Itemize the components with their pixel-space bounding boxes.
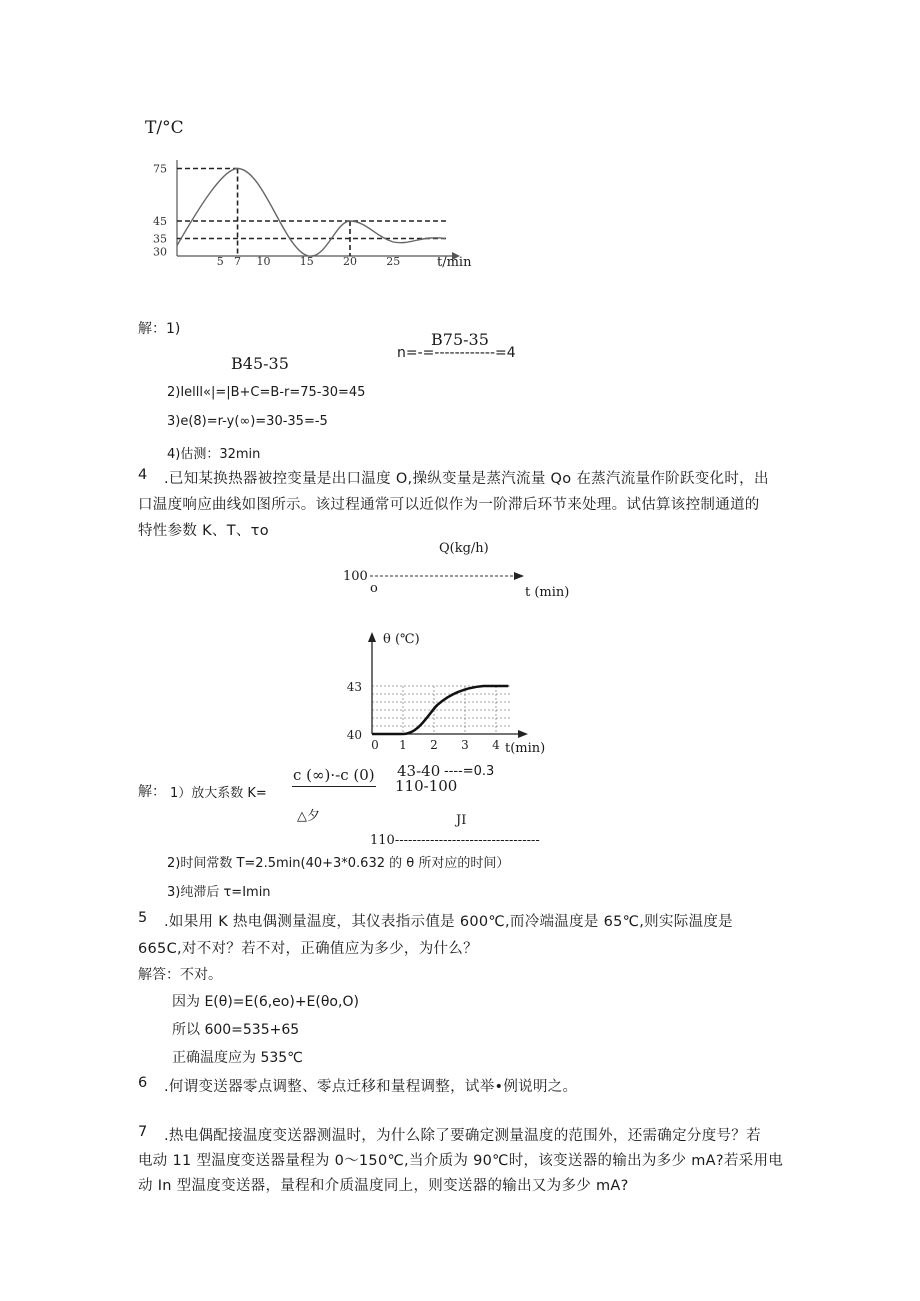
sol3-head: 解：1) (138, 321, 181, 337)
chart3-x-arrow (518, 730, 528, 738)
chart3-xtick-3: 3 (461, 738, 469, 752)
q5-line1: .如果用 K 热电偶测量温度，其仪表指示值是 600℃,而冷端温度是 65℃,则实际温度是 (164, 914, 733, 930)
chart3-xtick-4: 4 (492, 738, 500, 752)
chart1-xtick-20: 20 (343, 255, 357, 268)
chart1-xtick-15: 15 (299, 255, 314, 268)
sol4-frac-tail: ----=0.3 (444, 764, 495, 779)
chart3-ytick-40: 40 (346, 728, 362, 742)
chart1-xlabel: t/min (437, 255, 472, 270)
sol4-frac-den: 110-100 (395, 777, 458, 795)
chart3-ylabel: θ (℃) (383, 632, 420, 647)
q7-line1: .热电偶配接温度变送器测温时，为什么除了要确定测量温度的范围外，还需确定分度号？若 (164, 1128, 761, 1144)
chart3-xtick-1: 1 (399, 738, 407, 752)
sol4-k-label: 1）放大系数 K= (170, 786, 267, 801)
sol3-line3: 3)e(8)=r-y(∞)=30-35=-5 (167, 414, 328, 429)
q7-line2: 电动 11 型温度变送器量程为 0〜150℃,当介质为 90℃时，该变送器的输出为多少 mA?若采用电 (138, 1153, 784, 1169)
q4-line3: 特性参数 K、T、τo (138, 523, 269, 539)
chart1-xtick-7: 7 (234, 255, 242, 268)
chart2-xlabel: t (min) (525, 585, 570, 600)
chart1-ylabel: T/°C (145, 118, 184, 138)
chart3-y-arrow (368, 632, 376, 642)
q7-number: 7 (138, 1124, 148, 1140)
q4-line1: .已知某换热器被控变量是出口温度 O,操纵变量是蒸汽流量 Qo 在蒸汽流量作阶跃变化时，出 (164, 471, 769, 487)
sol4-k-numerator: c (∞)·-c (0) (293, 766, 375, 784)
sol3-n: n=-=------------=4 (397, 345, 516, 361)
sol4-k-denominator: △夕 (297, 809, 320, 824)
sol5-line1: 因为 E(θ)=E(6,eo)+E(θo,O) (172, 994, 359, 1010)
chart2-value: 100 (343, 569, 368, 584)
sol3-line2: 2)Ielll«|=|B+C=B-r=75-30=45 (167, 385, 366, 400)
q6-number: 6 (138, 1075, 148, 1091)
sol4-frac-num: 43-40 (397, 762, 441, 780)
q4-number: 4 (138, 467, 148, 483)
sol3-frac-num: B75-35 (431, 330, 489, 349)
chart1-xtick-5: 5 (216, 255, 224, 268)
q5-line2: 665C,对不对？若不对，正确值应为多少，为什么？ (138, 941, 478, 957)
sol3-frac-den: B45-35 (231, 354, 289, 373)
chart1-xtick-10: 10 (256, 255, 271, 268)
q4-line2: 口温度响应曲线如图所示。该过程通常可以近似作为一阶滞后环节来处理。试估算该控制通道的 (138, 497, 760, 513)
sol4-head: 解： (138, 784, 166, 800)
chart1-ytick-30: 30 (153, 245, 167, 259)
sol4-fraction-bar (292, 786, 376, 787)
sol4-line2: 2)时间常数 T=2.5min(40+3*0.632 的 θ 所对应的时间） (167, 856, 510, 871)
chart3-ytick-43: 43 (346, 680, 362, 694)
sol5-line3: 正确温度应为 535℃ (172, 1050, 303, 1066)
sol5-line2: 所以 600=535+65 (172, 1022, 300, 1038)
chart3-xlabel: t(min) (505, 741, 546, 756)
q6-line1: .何谓变送器零点调整、零点迁移和量程调整，试举•例说明之。 (164, 1079, 578, 1095)
sol3-line4: 4)估测：32min (167, 447, 261, 462)
chart2-origin: o (370, 581, 378, 596)
chart1-ytick-45: 45 (153, 215, 167, 228)
chart1-xtick-25: 25 (386, 255, 401, 268)
chart2-ylabel: Q(kg/h) (439, 541, 489, 556)
q5-number: 5 (138, 910, 148, 926)
chart3-xtick-2: 2 (430, 738, 438, 752)
sol4-ji: JI (456, 813, 467, 828)
sol5-head: 解答：不对。 (138, 967, 222, 983)
chart1-ytick-35: 35 (153, 232, 167, 246)
sol4-110-line: 110--------------------------------- (370, 833, 540, 848)
chart1-ytick-75: 75 (153, 162, 167, 176)
sol4-line3: 3)纯滞后 τ=Imin (167, 885, 271, 900)
chart3-xtick-0: 0 (371, 738, 379, 752)
q7-line3: 动 In 型温度变送器，量程和介质温度同上，则变送器的输出又为多少 mA? (138, 1178, 629, 1194)
